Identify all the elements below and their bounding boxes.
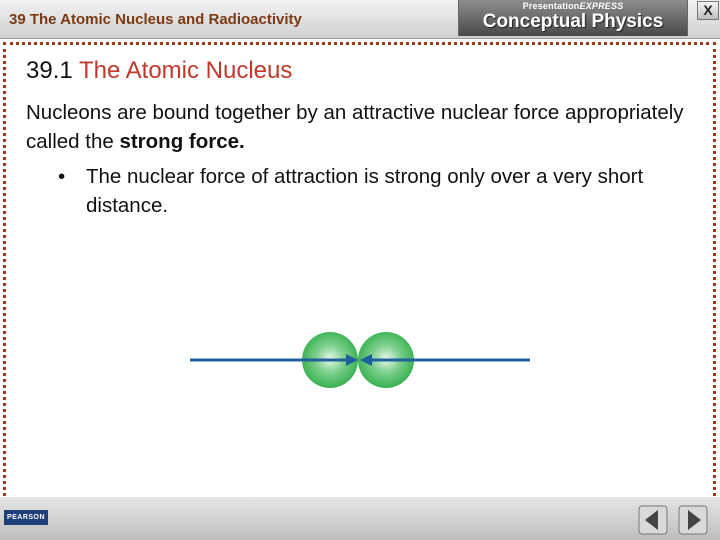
pearson-logo: PEARSON bbox=[4, 510, 48, 525]
next-arrow-icon[interactable] bbox=[678, 505, 708, 535]
close-icon[interactable]: X bbox=[697, 1, 719, 20]
brand-title: Conceptual Physics bbox=[482, 11, 664, 32]
brand-presentation-express bbox=[459, 1, 687, 11]
bullet-item bbox=[58, 162, 698, 220]
header-bar bbox=[0, 0, 720, 39]
frame-left-border bbox=[3, 42, 6, 502]
brand-presentation-label: Presentation bbox=[522, 1, 580, 11]
nucleon-attraction-diagram bbox=[180, 320, 540, 400]
body-text-bold: strong force. bbox=[119, 130, 245, 153]
section-title bbox=[26, 57, 292, 85]
section-number: 39.1 bbox=[26, 57, 73, 84]
prev-arrow-icon[interactable] bbox=[638, 505, 668, 535]
body-paragraph bbox=[26, 98, 696, 156]
body-text-part1: Nucleons are bound together by an attractive nuclear force appropriately called the bbox=[26, 101, 684, 153]
section-name: The Atomic Nucleus bbox=[78, 57, 293, 84]
brand-express-label: EXPRESS bbox=[579, 1, 624, 11]
brand-banner bbox=[458, 0, 688, 36]
bullet-text: The nuclear force of attraction is strong only over a very short distance. bbox=[86, 165, 644, 217]
footer-bar bbox=[0, 497, 720, 540]
chapter-title: 39 The Atomic Nucleus and Radioactivity bbox=[9, 11, 302, 28]
frame-right-border bbox=[713, 42, 716, 502]
frame-top-border bbox=[3, 42, 716, 45]
bullet-symbol: • bbox=[58, 165, 66, 188]
